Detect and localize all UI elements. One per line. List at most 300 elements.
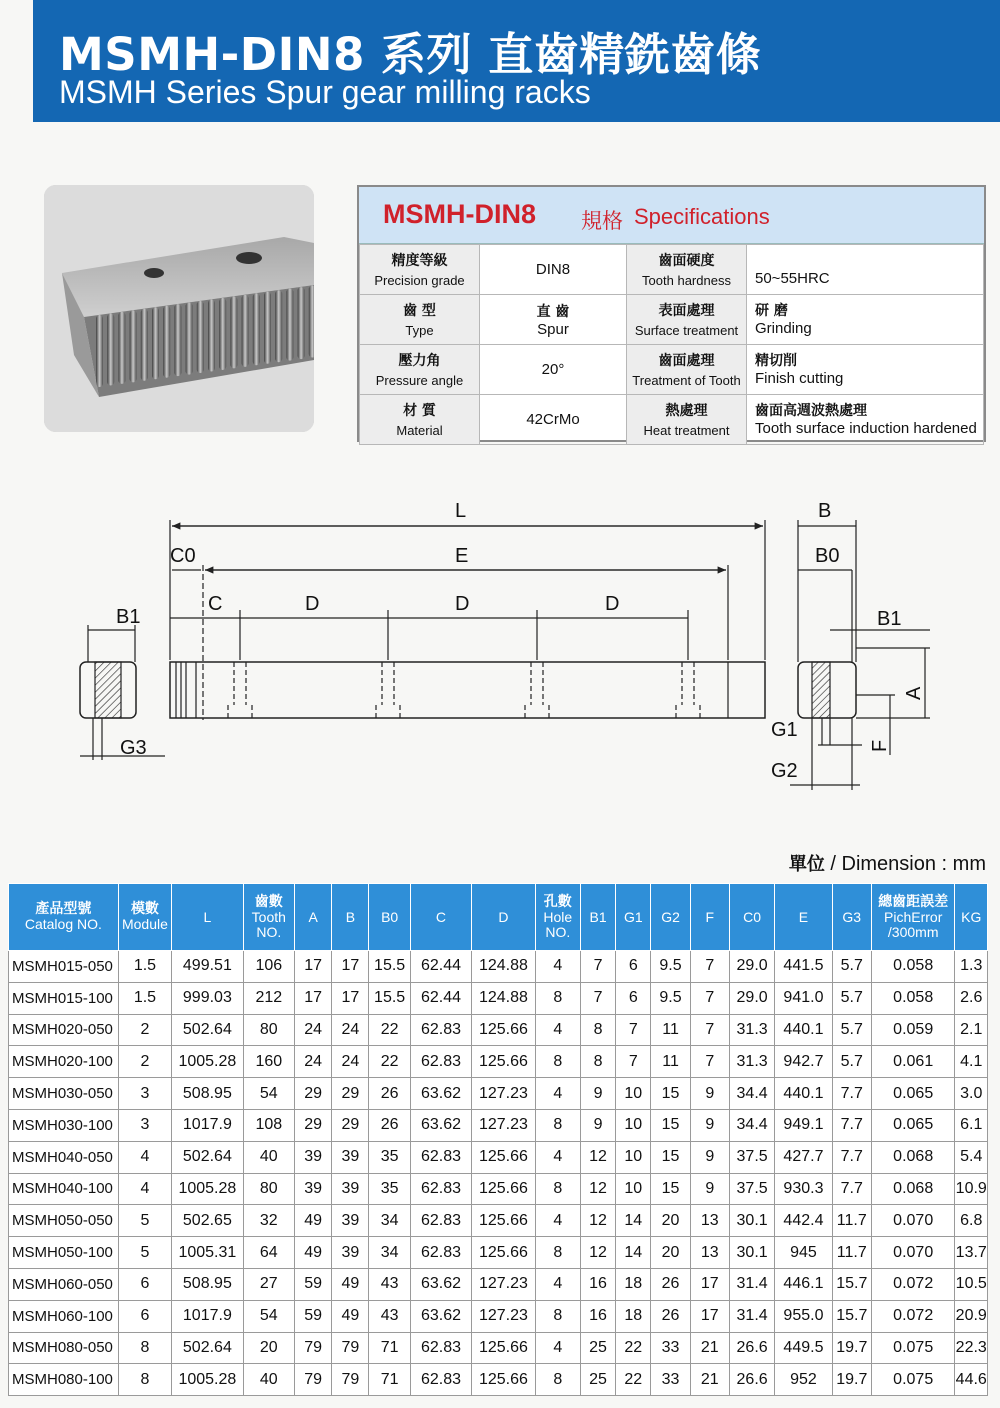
spec-label-left-cn: 材 質 (403, 402, 436, 419)
table-cell: 6.8 (955, 1205, 988, 1237)
table-cell: 18 (616, 1300, 651, 1332)
table-cell: 5.7 (832, 982, 871, 1014)
spec-value-left-en: Spur (537, 321, 569, 338)
table-cell: 44.6 (955, 1364, 988, 1396)
table-cell: 0.072 (871, 1268, 955, 1300)
spec-value-right-en: 50~55HRC (755, 269, 830, 287)
table-cell: 8 (535, 1173, 580, 1205)
table-cell: 3.0 (955, 1078, 988, 1110)
column-header (871, 884, 955, 951)
table-cell: 49 (332, 1300, 369, 1332)
table-cell: 6 (616, 982, 651, 1014)
table-cell: 10.9 (955, 1173, 988, 1205)
table-cell: 20 (651, 1237, 690, 1269)
table-cell: 13.7 (955, 1237, 988, 1269)
spec-value-right-cn: 精切削 (755, 352, 797, 369)
table-cell: 62.44 (410, 982, 471, 1014)
table-cell: 34.4 (729, 1109, 774, 1141)
table-cell: 49 (294, 1237, 331, 1269)
table-cell: 32 (243, 1205, 294, 1237)
column-header-cn: 產品型號 (35, 901, 92, 917)
table-row (9, 1109, 988, 1141)
table-row (9, 1268, 988, 1300)
table-cell: 16 (580, 1268, 615, 1300)
spec-value-right-en: Tooth surface induction hardened (755, 419, 977, 437)
dim-A: A (903, 686, 925, 700)
table-cell: 8 (580, 1046, 615, 1078)
table-cell: 63.62 (410, 1109, 471, 1141)
column-header-cn: 齒數 (254, 893, 283, 910)
table-cell: 440.1 (775, 1078, 832, 1110)
table-cell: 4 (535, 1014, 580, 1046)
table-cell: 7 (616, 1046, 651, 1078)
unit-cn: 單位 (788, 854, 825, 875)
column-header (616, 884, 651, 951)
table-cell: 29 (332, 1109, 369, 1141)
spec-label-right-en: Tooth hardness (642, 272, 731, 288)
spec-row (360, 345, 984, 395)
table-cell: 442.4 (775, 1205, 832, 1237)
table-cell: 7 (690, 1046, 729, 1078)
table-cell: 31.3 (729, 1046, 774, 1078)
spec-value-left-en: DIN8 (535, 261, 571, 278)
table-cell: 125.66 (472, 1364, 535, 1396)
spec-row (360, 295, 984, 345)
table-cell: 440.1 (775, 1014, 832, 1046)
table-cell: 35 (369, 1173, 410, 1205)
spec-label-right (627, 395, 747, 445)
spec-label-left (360, 245, 480, 295)
page-title: MSMH-DIN8 系列 直齒精銑齒條 (59, 28, 762, 81)
spec-label-right-en: Treatment of Tooth (632, 372, 741, 388)
table-cell: 8 (118, 1364, 171, 1396)
column-header-en: Catalog NO. (24, 916, 102, 932)
page-header (33, 0, 1000, 122)
column-header-en: G3 (842, 908, 862, 925)
table-cell: 43 (369, 1300, 410, 1332)
column-header (775, 884, 832, 951)
catalog-cell: MSMH080-100 (9, 1364, 119, 1396)
catalog-cell: MSMH060-050 (9, 1268, 119, 1300)
table-cell: 79 (332, 1364, 369, 1396)
table-cell: 8 (535, 1300, 580, 1332)
spec-value-right-cn: 齒面高週波熱處理 (755, 402, 867, 419)
table-cell: 6 (616, 951, 651, 983)
catalog-cell: MSMH030-050 (9, 1078, 119, 1110)
table-cell: 2.6 (955, 982, 988, 1014)
table-cell: 62.83 (410, 1332, 471, 1364)
table-cell: 127.23 (472, 1078, 535, 1110)
table-cell: 29.0 (729, 951, 774, 983)
table-cell: 49 (332, 1268, 369, 1300)
product-photo (44, 185, 314, 432)
column-header (410, 884, 471, 951)
catalog-cell: MSMH015-050 (9, 951, 119, 983)
table-cell: 449.5 (775, 1332, 832, 1364)
column-header-en: B1 (589, 908, 607, 925)
table-cell: 212 (243, 982, 294, 1014)
table-cell: 7 (690, 1014, 729, 1046)
table-cell: 43 (369, 1268, 410, 1300)
table-row (9, 1173, 988, 1205)
table-cell: 127.23 (472, 1268, 535, 1300)
table-cell: 54 (243, 1078, 294, 1110)
spec-label-right-en: Heat treatment (643, 422, 730, 438)
table-cell: 1005.28 (172, 1173, 244, 1205)
table-cell: 127.23 (472, 1109, 535, 1141)
table-cell: 35 (369, 1141, 410, 1173)
column-header-en: Tooth NO. (251, 908, 286, 940)
table-cell: 15.5 (369, 982, 410, 1014)
table-cell: 62.83 (410, 1173, 471, 1205)
dim-D-3: D (605, 593, 620, 615)
table-cell: 59 (294, 1300, 331, 1332)
table-cell: 1005.28 (172, 1046, 244, 1078)
column-header (118, 884, 171, 951)
table-cell: 127.23 (472, 1300, 535, 1332)
table-cell: 34 (369, 1237, 410, 1269)
table-cell: 9 (690, 1109, 729, 1141)
spec-label-left-en: Material (396, 422, 443, 438)
spec-label-right-en: Surface treatment (634, 322, 739, 338)
table-cell: 4 (118, 1173, 171, 1205)
table-cell: 62.83 (410, 1364, 471, 1396)
table-cell: 4 (535, 1078, 580, 1110)
table-cell: 62.83 (410, 1014, 471, 1046)
column-header (580, 884, 615, 951)
table-cell: 7.7 (832, 1078, 871, 1110)
table-cell: 40 (243, 1141, 294, 1173)
dim-C: C (208, 593, 223, 615)
dimension-table (8, 883, 988, 1396)
table-cell: 26.6 (729, 1332, 774, 1364)
unit-en: / Dimension : mm (824, 853, 986, 875)
dim-D-1: D (305, 593, 320, 615)
table-cell: 5.7 (832, 951, 871, 983)
dim-L: L (455, 500, 467, 522)
spec-label-left-cn: 壓力角 (398, 352, 441, 369)
table-cell: 4 (535, 1141, 580, 1173)
dim-G2: G2 (771, 760, 798, 782)
table-cell: 508.95 (172, 1268, 244, 1300)
table-cell: 63.62 (410, 1268, 471, 1300)
table-cell: 8 (535, 1237, 580, 1269)
table-cell: 508.95 (172, 1078, 244, 1110)
column-header-en: KG (961, 908, 982, 925)
dim-G3: G3 (120, 737, 147, 759)
table-cell: 9 (580, 1078, 615, 1110)
table-cell: 62.83 (410, 1046, 471, 1078)
spec-title-en: Specifications (634, 204, 770, 229)
table-cell: 499.51 (172, 951, 244, 983)
table-cell: 12 (580, 1205, 615, 1237)
table-cell: 7.7 (832, 1109, 871, 1141)
table-cell: 10 (616, 1078, 651, 1110)
table-cell: 39 (332, 1141, 369, 1173)
column-header (955, 884, 988, 951)
table-cell: 108 (243, 1109, 294, 1141)
spec-label-left (360, 395, 480, 445)
table-cell: 12 (580, 1237, 615, 1269)
table-cell: 6 (118, 1300, 171, 1332)
table-cell: 1.5 (118, 982, 171, 1014)
catalog-cell: MSMH060-100 (9, 1300, 119, 1332)
column-header (729, 884, 774, 951)
table-cell: 15 (651, 1078, 690, 1110)
table-cell: 942.7 (775, 1046, 832, 1078)
spec-value-right-en: Finish cutting (755, 369, 844, 387)
dim-B0: B0 (815, 545, 840, 567)
catalog-cell: MSMH030-100 (9, 1109, 119, 1141)
table-row (9, 1078, 988, 1110)
table-cell: 952 (775, 1364, 832, 1396)
table-cell: 26.6 (729, 1364, 774, 1396)
table-cell: 949.1 (775, 1109, 832, 1141)
table-cell: 9 (690, 1173, 729, 1205)
table-cell: 1.5 (118, 951, 171, 983)
table-cell: 955.0 (775, 1300, 832, 1332)
table-cell: 11.7 (832, 1205, 871, 1237)
table-cell: 502.65 (172, 1205, 244, 1237)
table-cell: 71 (369, 1332, 410, 1364)
table-cell: 10 (616, 1141, 651, 1173)
table-cell: 17 (332, 982, 369, 1014)
column-header (172, 884, 244, 951)
table-cell: 39 (294, 1173, 331, 1205)
table-cell: 7 (580, 982, 615, 1014)
unit-label (789, 850, 986, 876)
table-cell: 49 (294, 1205, 331, 1237)
table-cell: 12 (580, 1173, 615, 1205)
table-cell: 63.62 (410, 1300, 471, 1332)
table-cell: 20 (651, 1205, 690, 1237)
spec-row (360, 395, 984, 445)
column-header-en: C (435, 908, 447, 925)
table-cell: 4.1 (955, 1046, 988, 1078)
table-cell: 26 (651, 1268, 690, 1300)
dim-F: F (869, 739, 891, 752)
table-cell: 0.075 (871, 1364, 955, 1396)
spec-value-right (747, 245, 984, 295)
table-row (9, 1205, 988, 1237)
column-header-en: C0 (743, 908, 762, 925)
column-header-cn: 模數 (130, 901, 159, 917)
spec-label-right-cn: 表面處理 (658, 302, 715, 319)
spec-title-bar (359, 187, 984, 244)
table-cell: 15 (651, 1141, 690, 1173)
table-cell: 5 (118, 1205, 171, 1237)
dim-B: B (818, 500, 832, 522)
spec-label-left-cn: 齒 型 (403, 302, 436, 319)
table-cell: 11 (651, 1014, 690, 1046)
column-header-en: L (203, 908, 212, 925)
table-cell: 124.88 (472, 982, 535, 1014)
spec-label-right-cn: 齒面硬度 (658, 252, 715, 269)
spec-label-left-en: Type (405, 322, 434, 338)
table-cell: 37.5 (729, 1141, 774, 1173)
table-row (9, 1237, 988, 1269)
table-cell: 446.1 (775, 1268, 832, 1300)
table-cell: 427.7 (775, 1141, 832, 1173)
table-cell: 62.83 (410, 1237, 471, 1269)
catalog-cell: MSMH040-050 (9, 1141, 119, 1173)
spec-value-left (480, 295, 627, 345)
table-cell: 17 (690, 1300, 729, 1332)
spec-value-left-en: 20° (541, 361, 565, 378)
table-cell: 999.03 (172, 982, 244, 1014)
table-cell: 0.065 (871, 1109, 955, 1141)
column-header-en: B0 (381, 908, 399, 925)
column-header (332, 884, 369, 951)
column-header-en: A (308, 908, 318, 925)
spec-value-right (747, 395, 984, 445)
table-cell: 9.5 (651, 982, 690, 1014)
table-cell: 1005.28 (172, 1364, 244, 1396)
table-cell: 3 (118, 1109, 171, 1141)
table-cell: 0.070 (871, 1205, 955, 1237)
dim-C0: C0 (170, 545, 196, 567)
table-row (9, 1300, 988, 1332)
table-cell: 0.072 (871, 1300, 955, 1332)
spec-model: MSMH-DIN8 (383, 199, 536, 229)
table-cell: 0.065 (871, 1078, 955, 1110)
table-cell: 59 (294, 1268, 331, 1300)
table-row (9, 951, 988, 983)
table-cell: 125.66 (472, 1141, 535, 1173)
table-cell: 8 (118, 1332, 171, 1364)
spec-label-left-cn: 精度等級 (391, 252, 448, 269)
table-cell: 3 (118, 1078, 171, 1110)
column-header (294, 884, 331, 951)
table-cell: 11.7 (832, 1237, 871, 1269)
dim-D-2: D (455, 593, 470, 615)
table-cell: 4 (535, 1205, 580, 1237)
spec-label-left (360, 345, 480, 395)
table-cell: 11 (651, 1046, 690, 1078)
catalog-cell: MSMH040-100 (9, 1173, 119, 1205)
table-cell: 37.5 (729, 1173, 774, 1205)
table-cell: 6.1 (955, 1109, 988, 1141)
table-cell: 15.7 (832, 1300, 871, 1332)
table-cell: 945 (775, 1237, 832, 1269)
dim-E: E (455, 545, 469, 567)
table-cell: 2 (118, 1014, 171, 1046)
table-cell: 7 (690, 951, 729, 983)
table-cell: 22 (369, 1014, 410, 1046)
table-row (9, 1364, 988, 1396)
table-cell: 27 (243, 1268, 294, 1300)
table-cell: 62.83 (410, 1205, 471, 1237)
spec-label-right (627, 295, 747, 345)
table-cell: 502.64 (172, 1014, 244, 1046)
table-cell: 19.7 (832, 1332, 871, 1364)
table-cell: 5 (118, 1237, 171, 1269)
table-cell: 1005.31 (172, 1237, 244, 1269)
table-cell: 4 (535, 951, 580, 983)
table-cell: 0.075 (871, 1332, 955, 1364)
spec-row (360, 245, 984, 295)
table-cell: 10.5 (955, 1268, 988, 1300)
table-cell: 19.7 (832, 1364, 871, 1396)
table-cell: 20 (243, 1332, 294, 1364)
column-header-en: G1 (623, 908, 643, 925)
table-cell: 8 (535, 1046, 580, 1078)
table-cell: 4 (535, 1268, 580, 1300)
table-cell: 33 (651, 1364, 690, 1396)
table-cell: 502.64 (172, 1332, 244, 1364)
table-cell: 125.66 (472, 1173, 535, 1205)
table-cell: 26 (369, 1109, 410, 1141)
table-cell: 21 (690, 1332, 729, 1364)
catalog-cell: MSMH020-050 (9, 1014, 119, 1046)
spec-value-left (480, 345, 627, 395)
table-cell: 39 (294, 1141, 331, 1173)
spec-value-left (480, 245, 627, 295)
table-cell: 7 (616, 1014, 651, 1046)
dim-B1-left: B1 (116, 606, 141, 628)
table-cell: 4 (118, 1141, 171, 1173)
table-cell: 26 (369, 1078, 410, 1110)
table-cell: 22 (616, 1364, 651, 1396)
table-cell: 1017.9 (172, 1300, 244, 1332)
table-cell: 0.059 (871, 1014, 955, 1046)
table-cell: 40 (243, 1364, 294, 1396)
table-cell: 8 (535, 1364, 580, 1396)
gear-rack-image (44, 185, 314, 432)
table-cell: 34 (369, 1205, 410, 1237)
column-header-en: Module (121, 916, 168, 932)
table-cell: 15 (651, 1109, 690, 1141)
spec-title-cn: 規格 (581, 209, 623, 233)
table-cell: 15.5 (369, 951, 410, 983)
table-cell: 63.62 (410, 1078, 471, 1110)
column-header-en: Hole NO. (543, 908, 573, 940)
spec-value-right (747, 345, 984, 395)
table-cell: 4 (535, 1332, 580, 1364)
table-cell: 17 (294, 951, 331, 983)
spec-value-left-en: 42CrMo (526, 411, 580, 428)
column-header-en: PichError /300mm (884, 908, 943, 940)
table-cell: 29 (332, 1078, 369, 1110)
specifications-panel (357, 185, 986, 442)
table-cell: 39 (332, 1205, 369, 1237)
table-cell: 0.058 (871, 951, 955, 983)
catalog-cell: MSMH050-100 (9, 1237, 119, 1269)
table-cell: 17 (294, 982, 331, 1014)
table-cell: 62.83 (410, 1141, 471, 1173)
column-header-en: G2 (661, 908, 680, 925)
table-cell: 9 (580, 1109, 615, 1141)
table-cell: 15.7 (832, 1268, 871, 1300)
table-cell: 25 (580, 1364, 615, 1396)
spec-value-right-en: Grinding (755, 319, 812, 337)
table-cell: 39 (332, 1237, 369, 1269)
column-header (651, 884, 690, 951)
table-cell: 31.3 (729, 1014, 774, 1046)
catalog-cell: MSMH050-050 (9, 1205, 119, 1237)
table-cell: 22 (616, 1332, 651, 1364)
table-row (9, 1141, 988, 1173)
spec-label-right-cn: 齒面處理 (658, 352, 715, 369)
table-row (9, 1332, 988, 1364)
table-cell: 31.4 (729, 1300, 774, 1332)
spec-label-left-en: Precision grade (374, 272, 465, 288)
table-cell: 24 (294, 1046, 331, 1078)
table-cell: 34.4 (729, 1078, 774, 1110)
table-row (9, 1046, 988, 1078)
table-cell: 26 (651, 1300, 690, 1332)
spec-value-left-cn: 直 齒 (536, 304, 570, 320)
